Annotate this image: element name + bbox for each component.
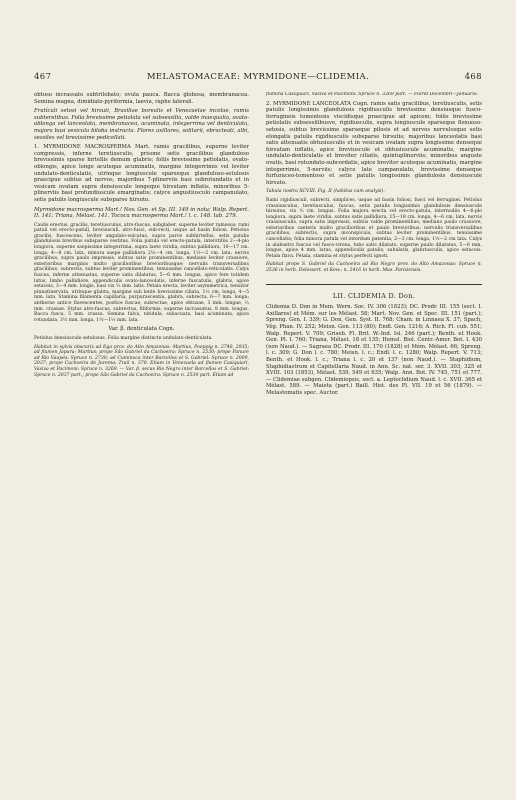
clidemia-synonymy: Clidemia D. Don in Mem. Wern. Soc. IV. 306 (1823); DC. Prodr. III. 155 (sect. I. Axillares) et Mém. sur les Mélast. 58; Mart. Nov. Gen. et Spec. III. 151 (part.); Spreng. Gen. I. 339; G. Don, Gen. Syst. II. 768; Cham. in Linnaea X. 37; Spach, Vég. Phan. IV. 252; Meisn. Gen. 113 (80); Endl. Gen. 1216; A. Rich. Fl. cub. 551; Walp. Repert. V. 709; Griseb. Fl. Brit. W.-Ind. Isl. 246 (part.); Benth. et Hook. Gen. Pl. I. 760; Triana, Mélast. 18 et 135; Hemsl. Biol. Centr.-Amer. Bot. I. 430 (non Naud.). — Sagraea DC. Prodr. III. 170 (1828) et Mém. Mélast. 66; Spreng. l. c. 309; G. Don l. c. 780; Meisn. l. c.; Endl. l. c. 1280; Walp. Repert. V. 713; Benth. et Hook. l. c.; Triana l. c. 20 et 137 (non Naud.). — Staphidium, Staphidiastrum et Capitellaria Naud. in Ann. Sc. nat. ser. 3. XVII. 303, 325 et XVIII. 103 (1853), Mélast. 539, 549 et 635; Walp. Ann. Bot. IV. 745, 751 et 777. — Clidemiae subgen. Clidemiopsis, sect. a. Leptoclidium Naud. l. c. XVII. 365 et Mélast. 589. — Maieta (part.) Baill. Hist. des Pl. VII. 19 et 56 (1879). — Melastomatis spec. Auctor. — [266, 304, 482, 396]
page-number-right: 468 — [464, 72, 482, 82]
habitat-continuation: flumina Casiquiari, Vasiva et Pacimoni: Spruce n. 3269 part. — Floret Decembri—Januario. — [266, 92, 478, 97]
page-header — [34, 72, 482, 84]
plate-reference: Tabula nostra XCVIII. Fig. II (habitus cum analysi). — [266, 189, 385, 195]
right-column — [266, 92, 482, 760]
description-macrosperma: Caulis erectus, gracilis, teretiusculus, atro-fuscus, subglaber, superne leviter ramosus; rami patuli vel erecto-patuli, breviusculi, atro-fusci, sub-recti, usque ad basin foliosi. Petiolus gracilis, fuscescens, leviter angulato-sulcatus, supra parce subhirtellus, setis patulis glandulosis brevibus subsparse vestitus. Folia patula vel erecto-patula, interstitiis 2—4-plo longiora, superne saepissime integerrima, supra laete viridia, subtus pallidiora, 10—17 cm. longa, 4—8 cm. lata, minora saepe pallidiora 2½—4 cm. longa, 1½—2 cm. lata; nervis gracilibus, supra paulo impressis, subtus satis prominentibus, mediano leviter crassiore, exterioribus marginis multo gracilioribus brevioribusque; nervulis transversalibus gracilibus, subrectis, subtus leviter prominentibus, tenuissime cancellato-reticulatis. Calyx fuscus, inferne attenuatus, superne satis dilatatus, 5—6 mm. longus, apice fere totidem latus, limbo pallidiore, appendiculis ovato-lanceolatis, inferne fuscatulis, glabris, apice setaceis, 3—4 mm. longis, basi vix ⅓ mm. latis. Petala erecta, leviter asymmetrica, tenuiter pinnatinervata, utrinque glabra, margine sub lente brevissime ciliata, 1⅓ cm. longa, 4—5 mm. lata. Stamina filamenta capillaria, purpurascentia, glabra, subrecta, 6—7 mm. longa; antherae antice flavescentes, postice fuscae, subrectae, apice obtusae, 3 mm. longae, ⅓ mm. crassae. Stylus atro-fuscus, subrectus, filiformis, superne incrassatus, 8 mm. longus. Bacca fusca, 5 mm. crassa. Semina fulva, nitidula, subacuata, basi acuminata, apice rotundata, 3½ mm. longa, 1½—1⅓ mm. lata. — [34, 222, 249, 323]
habitat-lanceolata: Habitat prope S. Gabriel da Cachoeira ad Rio Negro prov. do Alto Amazonas: Spruce n. 2536 in herb. Delessert. et Kew.; n. 2416 in herb. Mus. Parisiensis. — [266, 262, 482, 274]
synonymy-macrosperma: Myrmidone macrosperma Mart.! Nov. Gen. et Sp. III. 149 in nota; Walp. Repert. II. 141; Triana, Mélast. 141. Tococa macrosperma Mart.! l. c. 148. tab. 279. — [34, 206, 249, 220]
species-diagnosis-lanceolata: 2. MYRMIDONE LANCEOLATA Cogn. ramis satis gracilibus, teretiusculis, setis patulis longissimis glandulosis rigidiusculis brevissime densiusque fusco-ferrugineis tomentosis viscidisque praecipue ad apicem; foliis brevissime petiolatis subsessilibusve, rigidiusculis, supra longiuscule sparseque flexuoso-setosis, subtus brevissime sparseque pilosis et ad nervos nervulosque setis elongatis patulis rigidiusculis subsparse hirsutis; majoribus lanceolatis basi satis attenuatis obtusiusculis et in vesicam ovatam supra longissime denseque hirsutam inflatis, apice breviuscule et obtusiuscule acuminatis, margine undulato-denticulatis et breviter ciliatis, quintuplinerviis; minoribus anguste ovatis, basi rotundato-subcordatis, apice breviter acuteque acuminatis, margine integerrimis, 5-nerviis; calyce late campanulato, brevissime denseque furfuraceo-tomentoso et setis patulis longissimis glandulosis densiuscule hirsuto. — [266, 100, 482, 186]
genus-heading-clidemia: LII. CLIDEMIA D. Don. — [332, 291, 416, 300]
description-lanceolata: Rami rigidiusculi, subrecti, simplices, usque ad basin foliosi, fusci vel ferruginei. Petiolus crassiusculus, teretiusculus, fuscus, setis patulis longissimis glandulosis densiuscule hirsutus, vix ⅓ cm. longus. Folia majora erecta vel erecto-patula, internodiis 4—6-plo longiora, supra laete viridia, subtus satis pallidiora, 15—18 cm. longa, 4—6 cm. lata, nervis crassiusculis, supra satis impressis, subtus valde prominentibus; mediano paulo crassiore, exterioribus caeteris multo gracilioribus et paulo brevioribus; nervulis transversalibus gracilibus, subrectis, supra inconspicuis, subtus leviter prominentibus, tenuissime cancellatis; folia minora patula vel interdum patentia, 2—3 cm. longa, 1½—2 cm lata. Calyx in alabastro fuscus vel fusco-virens, tubo satis dilatato, superne paulo dilatatus, 5—6 mm. longus, apice 4 mm. latus, appendiculis patulis, subulatis, glabriusculis, apice setaceis. Petala flava. Petala, stamina et stylus perfecti ignoti. — [266, 197, 482, 259]
genus-description-end: obtuso incrassato subtrilobato; ovula pauca. Bacca globosa, membranacea. Semina magna, dimidiato-pyriformia, laevia, raphe laterali. — [34, 92, 249, 105]
genus-habit-paragraph: Frutículi setosi vel hirsuti, Brasiliae borealis et Venezuelae incolae, ramis subteretibus. Folia brevissime petiolata vel subsessilia, valde inaequalia, ovato-oblonga vel lanceolata, membranacea, acuminata, integerrima vel denticulata, majora basi vesicula biloba instructa. Flores axillares, solitarii, ebracteati, albi, sessiles vel brevissime pedicellati. — [34, 108, 249, 141]
species-diagnosis-macrosperma: 1. MYRMIDONE MACROSPERMA Mart. ramis gracilibus, superne leviter compressis, inferne teretiusculis, prisone setis gracilibus glanduloso brevissimis sparse hirtellis demum glabris; foliis brevissime petiolatis, ovato-oblongis, apice longe acuteque acuminatis, margine integerrimis vel leviter undulato-denticulatis, utrinque longiuscule sparseque glanduloso-setulosis praecipue subtus ad nervos, majoribus 7-plinerviis basi subrotundatis et in vesicam ovatam supra densiuscule longeque hirsutam inflatis, minoribus 5-plinerviis basi profundiuscule emarginatis; calyce angustiusculo campanulato, setis patulis longiuscule subsparse hirsuto. — [34, 144, 249, 203]
variety-heading: Var. β. denticulata Cogn. — [108, 326, 175, 333]
page-number-left: 467 — [34, 72, 52, 82]
variety-description: Petiolus densiuscule setulosus. Folia margine distincte undulato-denticulata. — [34, 335, 213, 341]
running-title: MELASTOMACEAE: MYRMIDONE—CLIDEMIA. — [146, 72, 370, 82]
habitat-macrosperma: Habitat in sylvis obscuris ad Ega prov. do Alto Amazonas: Martius, Poeppig n. 2740, 2935; ad flumen Japura: Martius; prope São Gabriel da Cachoeira: Spruce n. 2530; prope Panure ad Rio Vaupés: Spruce n. 2730; ad Cuminoca inter Barcellos et S. Gabriel: Spruce n. 2009, 2037; prope Cachoeira de Jurema: Trail n. 370. Etiam in Venezuela ad flumen Casiquiari, Vasiva et Pacimoni: Spruce n. 3269. — Var. β. secus Rio Negro inter Barcellos et S. Gabriel: Spruce n. 2037 part.; prope São Gabriel da Cachoeira: Spruce n. 2530 part. Etiam ad — [34, 344, 249, 378]
section-divider — [266, 284, 482, 285]
left-column — [34, 92, 249, 760]
